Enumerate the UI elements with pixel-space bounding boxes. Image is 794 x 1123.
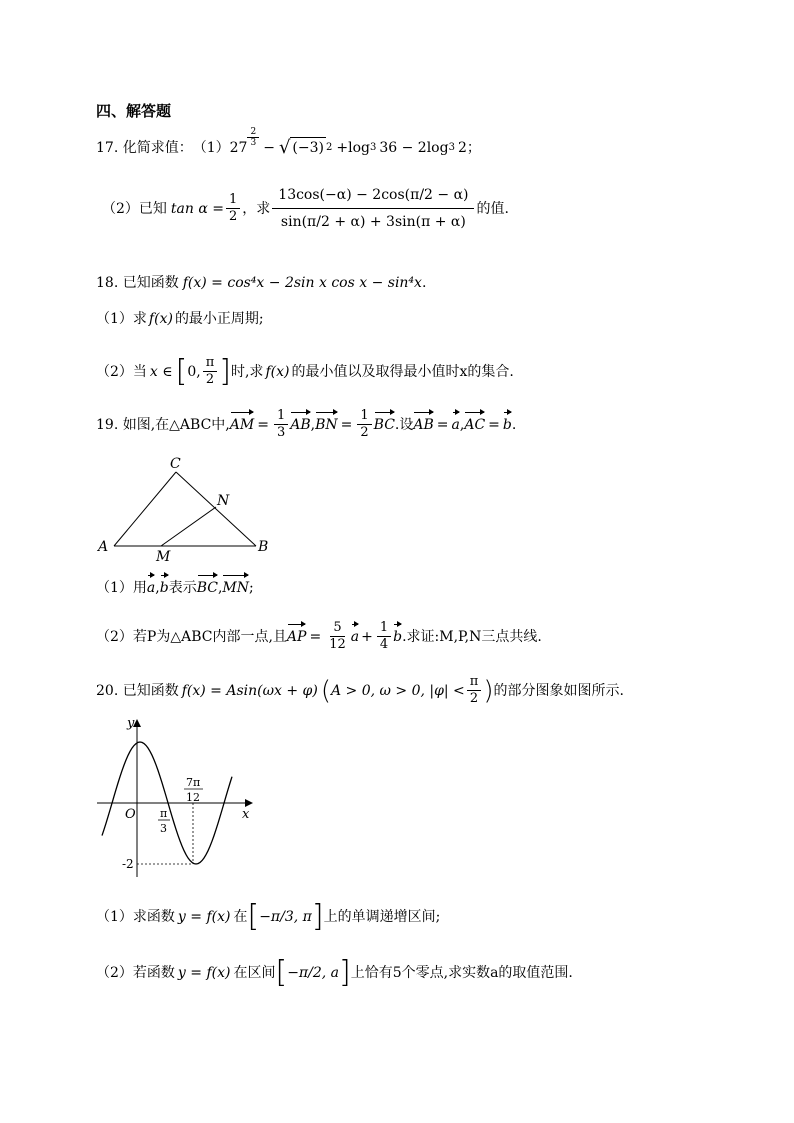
section-title: 四、解答题 [96, 102, 172, 120]
q17-line1 [96, 127, 481, 158]
label-x: x [242, 807, 250, 822]
label-y: y [127, 716, 135, 731]
q20-part1: （1）求函数 y = f(x) 在 [ −π/3, π ] 上的单调递增区间; [96, 899, 441, 934]
q20-line1: 20. 已知函数 f(x) = Asin(ωx + φ) ( A > 0, ω > 0, |φ| < $\frac{\pi}{2}$ ) 的部分图象如图所示. [96, 674, 624, 706]
label-a: A [98, 539, 109, 555]
q18-part2: （2）当 x ∈ [ 0, $\frac{\pi}{2}$ ] 时,求 f(x) 的最小值以及取得最小值时x的集合. [96, 353, 514, 389]
q17-part1-expr: 27 $\frac{2}{3}$ − √ (−3) 2 +log 3 36 − 2log 3 2； [229, 127, 481, 158]
q18-line1: 18. 已知函数 f(x) = cos⁴x − 2sin x cos x − sin⁴x . [96, 275, 427, 291]
sine-graph [92, 712, 267, 882]
q17-stem: 化简求值： [122, 139, 193, 156]
q17-part2-fraction: $\frac{13\cos(-\alpha) - 2\cos(\pi/2 - \alpha)}{\sin(\pi/2 + \alpha) + 3\sin(\pi + \alpha)}$ [272, 182, 474, 235]
tick2-num: 7π [186, 776, 201, 789]
label-origin: O [125, 807, 136, 822]
label-min: -2 [122, 857, 134, 871]
label-b: B [258, 539, 269, 555]
triangle-figure [90, 450, 290, 565]
label-n: N [217, 493, 230, 509]
segment-mn [161, 507, 216, 546]
tick1-den: 3 [160, 822, 167, 835]
tick1-num: π [160, 807, 168, 820]
q18-part1: （1）求 f(x) 的最小正周期; [96, 311, 264, 327]
q19-part2: （2）若P为△ABC内部一点,且 AP = $\frac{5}{12}$ a + $\frac{1}{4}$ b .求证:M,P,N三点共线. [96, 620, 542, 652]
q19-part1: （1）用 a , b 表示 BC , MN ; [96, 580, 254, 596]
q17-number: 17. [96, 139, 119, 156]
label-m: M [156, 549, 171, 565]
q20-part2: （2）若函数 y = f(x) 在区间 [ −π/2, a ] 上恰有5个零点,求实数a的取值范围. [96, 955, 573, 990]
side-ac [114, 472, 176, 546]
q17-line2: （2）已知 tan α = $\frac{1}{2}$ ，求 $\frac{13\cos(-\alpha) - 2\cos(\pi/2 - \alpha)}{\sin(\pi/2 + \alpha) + 3\sin(\pi + \alpha)}$ 的值. [96, 182, 509, 235]
q19-line1: 19. 如图,在△ABC中, AM = $\frac{1}{3}$ AB , BN = $\frac{1}{2}$ BC .设 AB = a , AC = b . [96, 408, 517, 440]
tick2-den: 12 [186, 791, 200, 804]
q17-part1-label: （1） [192, 139, 230, 156]
label-c: C [170, 456, 181, 472]
side-bc [176, 472, 256, 546]
